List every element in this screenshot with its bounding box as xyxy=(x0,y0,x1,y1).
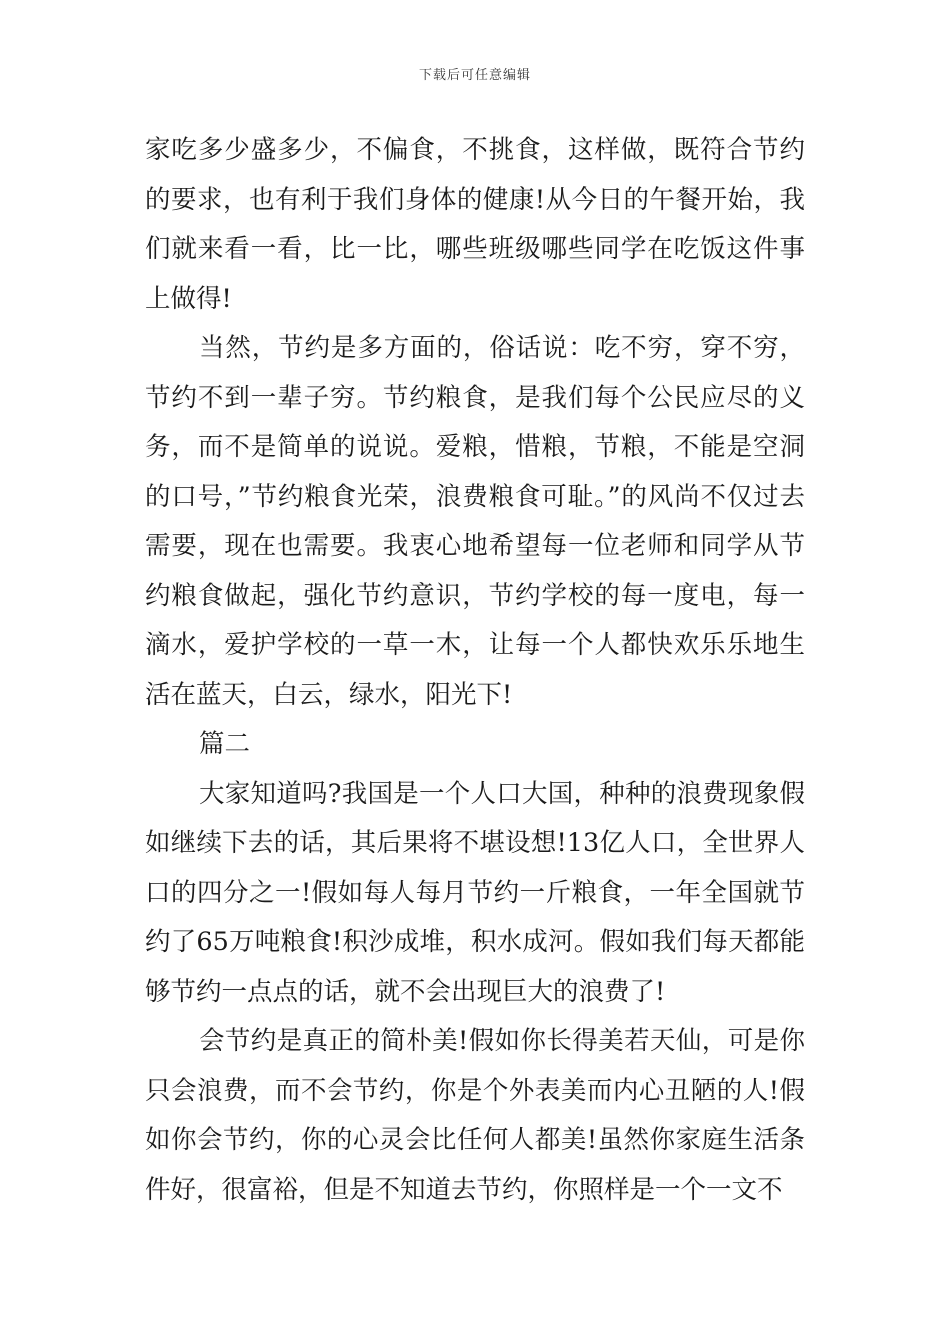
paragraph: 大家知道吗?我国是一个人口大国，种种的浪费现象假如继续下去的话，其后果将不堪设想!13亿人口，全世界人口的四分之一!假如每人每月节约一斤粮食，一年全国就节约了65万吨粮食!积沙成堆，积水成河。假如我们每天都能够节约一点点的话，就不会出现巨大的浪费了! xyxy=(145,778,805,1007)
paragraph: 会节约是真正的简朴美!假如你长得美若天仙，可是你只会浪费，而不会节约，你是个外表美而内心丑陋的人!假如你会节约，你的心灵会比任何人都美!虽然你家庭生活条件好，很富裕，但是不知道去节约，你照样是一个一文不 xyxy=(145,1026,805,1205)
document-body xyxy=(145,126,805,1215)
section-heading: 篇二 xyxy=(199,729,251,759)
paragraph-continuation: 家吃多少盛多少，不偏食，不挑食，这样做，既符合节约的要求，也有利于我们身体的健康!从今日的午餐开始，我们就来看一看，比一比，哪些班级哪些同学在吃饭这件事上做得! xyxy=(145,135,805,314)
paragraph: 当然，节约是多方面的，俗话说：吃不穷，穿不穷，节约不到一辈子穷。节约粮食，是我们每个公民应尽的义务，而不是简单的说说。爱粮，惜粮，节粮，不能是空洞的口号，”节约粮食光荣，浪费粮食可耻。”的风尚不仅过去需要，现在也需要。我衷心地希望每一位老师和同学从节约粮食做起，强化节约意识，节约学校的每一度电，每一滴水，爱护学校的一草一木，让每一个人都快欢乐乐地生活在蓝天，白云，绿水，阳光下! xyxy=(145,333,805,710)
header-note: 下载后可任意编辑 xyxy=(418,68,531,83)
